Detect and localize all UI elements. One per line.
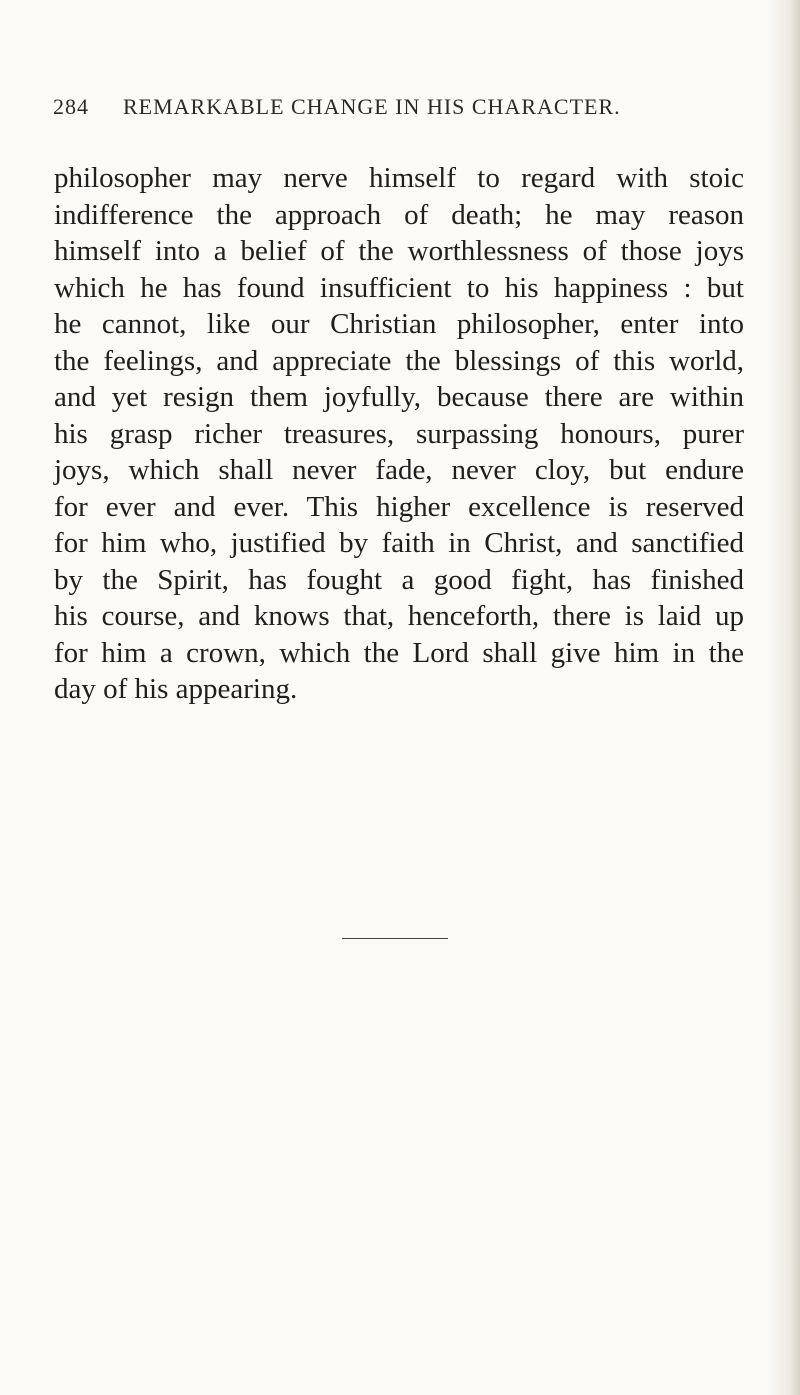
text-line: joys, which shall never fade, never cloy, but endure — [54, 454, 744, 486]
text-line: philosopher may nerve himself to regard with stoic — [54, 162, 744, 194]
body-text — [54, 160, 744, 708]
page-header — [53, 94, 683, 124]
text-line: by the Spirit, has fought a good fight, has finished — [54, 563, 744, 596]
page-number: 284 — [53, 94, 89, 119]
text-line: for him who, justified by faith in Christ, and sanctified — [54, 527, 744, 559]
text-line: himself into a belief of the worthlessness of those joys — [54, 235, 744, 267]
text-line: for him a crown, which the Lord shall give him in the — [54, 636, 744, 669]
text-line: day of his appearing. — [54, 673, 298, 705]
text-line: the feelings, and appreciate the blessings of this world, — [54, 344, 744, 377]
text-line: indifference the approach of death; he may reason — [54, 198, 744, 231]
text-line: and yet resign them joyfully, because there are within — [54, 381, 744, 413]
section-divider — [342, 938, 448, 939]
text-line: his grasp richer treasures, surpassing honours, purer — [54, 417, 744, 450]
page-edge-shadow — [790, 0, 800, 1395]
text-line: for ever and ever. This higher excellence is reserved — [54, 490, 744, 523]
text-line: he cannot, like our Christian philosopher, enter into — [54, 308, 744, 340]
text-line: which he has found insufficient to his happiness : but — [54, 271, 744, 304]
running-head: REMARKABLE CHANGE IN HIS CHARACTER. — [123, 94, 621, 119]
text-line: his course, and knows that, henceforth, there is laid up — [54, 600, 744, 632]
